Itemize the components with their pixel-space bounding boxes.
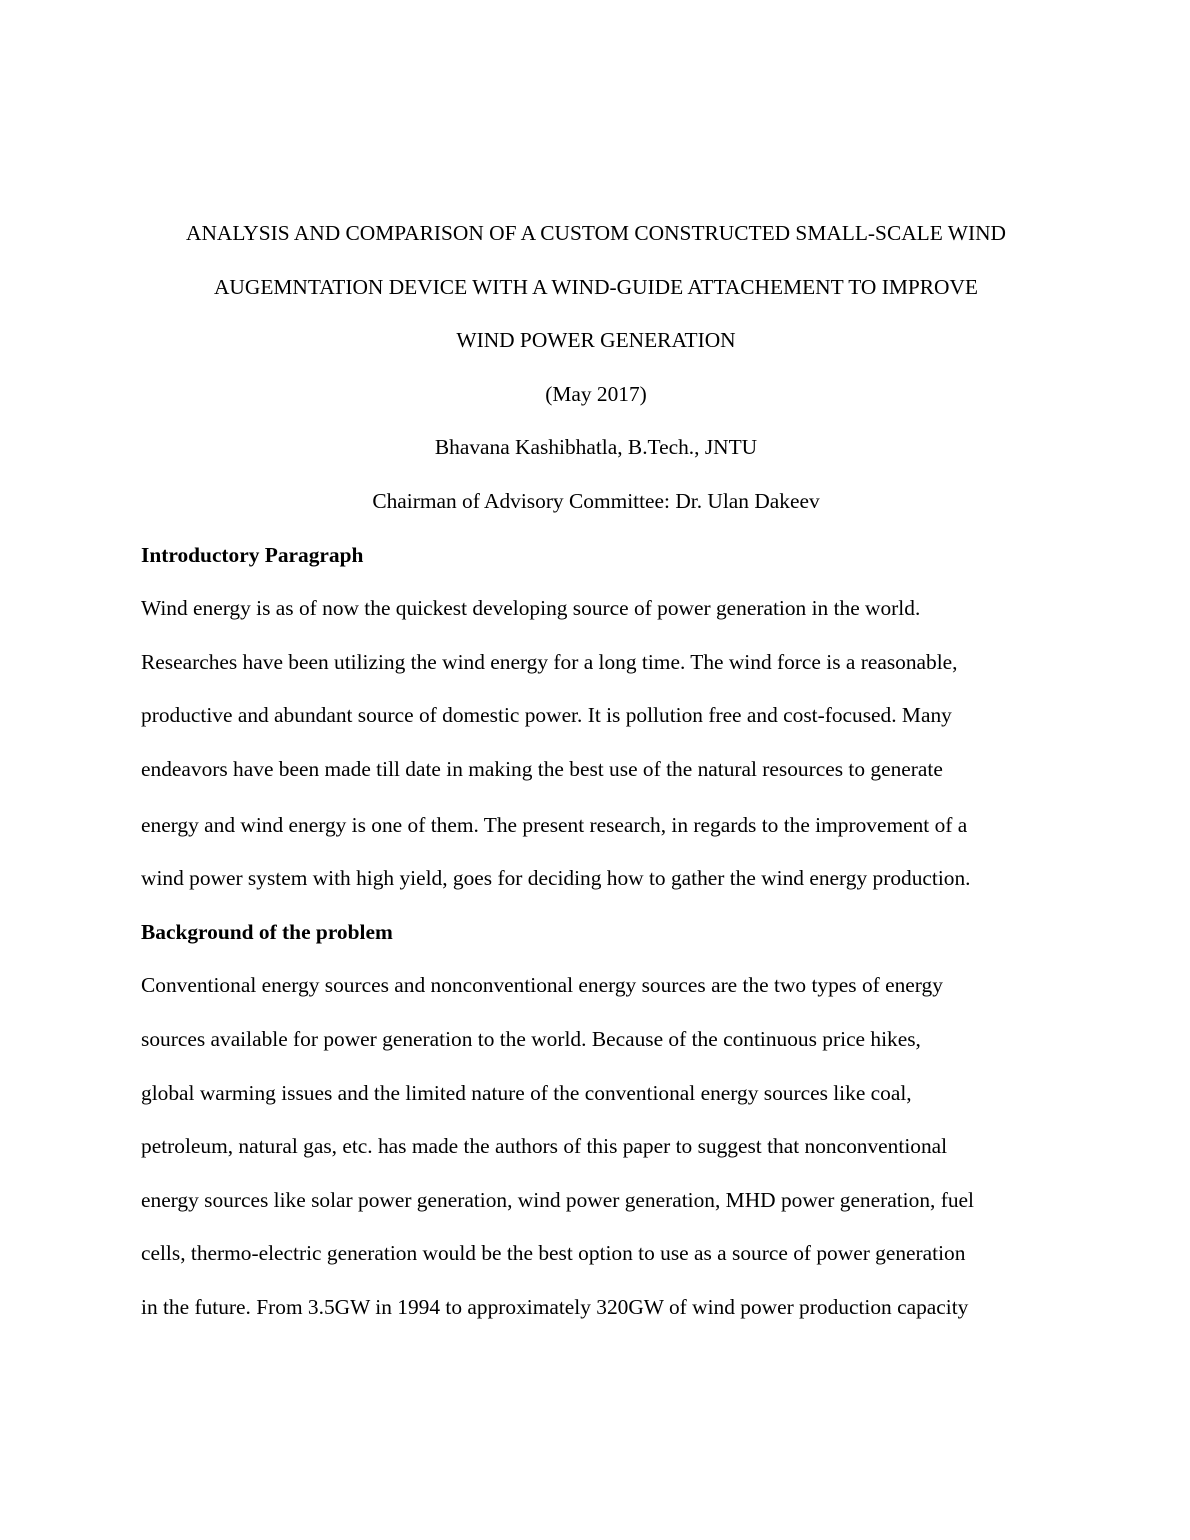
paragraph-line: productive and abundant source of domestic power. It is pollution free and cost-focused. Many: [141, 703, 952, 728]
paragraph-line: Researches have been utilizing the wind energy for a long time. The wind force is a reasonable,: [141, 649, 958, 674]
paragraph-line: wind power system with high yield, goes for deciding how to gather the wind energy production.: [141, 866, 971, 891]
paragraph-line: Conventional energy sources and nonconventional energy sources are the two types of energy: [141, 973, 943, 998]
paragraph-line: energy and wind energy is one of them. The present research, in regards to the improvement of a: [141, 812, 968, 837]
section-background-of-the-problem: [141, 906, 1051, 1335]
document-author: Bhavana Kashibhatla, B.Tech., JNTU: [434, 435, 758, 460]
advisory-committee: Chairman of Advisory Committee: Dr. Ulan Dakeev: [372, 488, 820, 513]
title-line: WIND POWER GENERATION: [456, 328, 736, 353]
document-date: (May 2017): [545, 381, 647, 406]
paragraph-line: Wind energy is as of now the quickest developing source of power generation in the world.: [141, 596, 921, 621]
paragraph-line: sources available for power generation to the world. Because of the continuous price hikes,: [141, 1026, 921, 1051]
paragraph-line: cells, thermo-electric generation would be the best option to use as a source of power generation: [141, 1241, 966, 1266]
title-line: AUGEMNTATION DEVICE WITH A WIND-GUIDE ATTACHEMENT TO IMPROVE: [213, 274, 978, 299]
paragraph-line: petroleum, natural gas, etc. has made the authors of this paper to suggest that nonconventional: [141, 1134, 948, 1159]
paragraph-line: endeavors have been made till date in making the best use of the natural resources to generate: [141, 756, 943, 781]
page-content: [141, 207, 1051, 1334]
section-heading: Background of the problem: [141, 919, 393, 944]
paragraph-line: energy sources like solar power generation, wind power generation, MHD power generation, fuel: [141, 1187, 974, 1212]
section-heading: Introductory Paragraph: [141, 542, 364, 567]
document-title: [138, 207, 1054, 368]
title-line: ANALYSIS AND COMPARISON OF A CUSTOM CONSTRUCTED SMALL-SCALE WIND: [186, 221, 1006, 245]
section-introductory-paragraph: [141, 529, 1051, 906]
paragraph-line: in the future. From 3.5GW in 1994 to approximately 320GW of wind power production capacity: [141, 1294, 969, 1319]
paragraph-line: global warming issues and the limited nature of the conventional energy sources like coal,: [141, 1080, 912, 1105]
